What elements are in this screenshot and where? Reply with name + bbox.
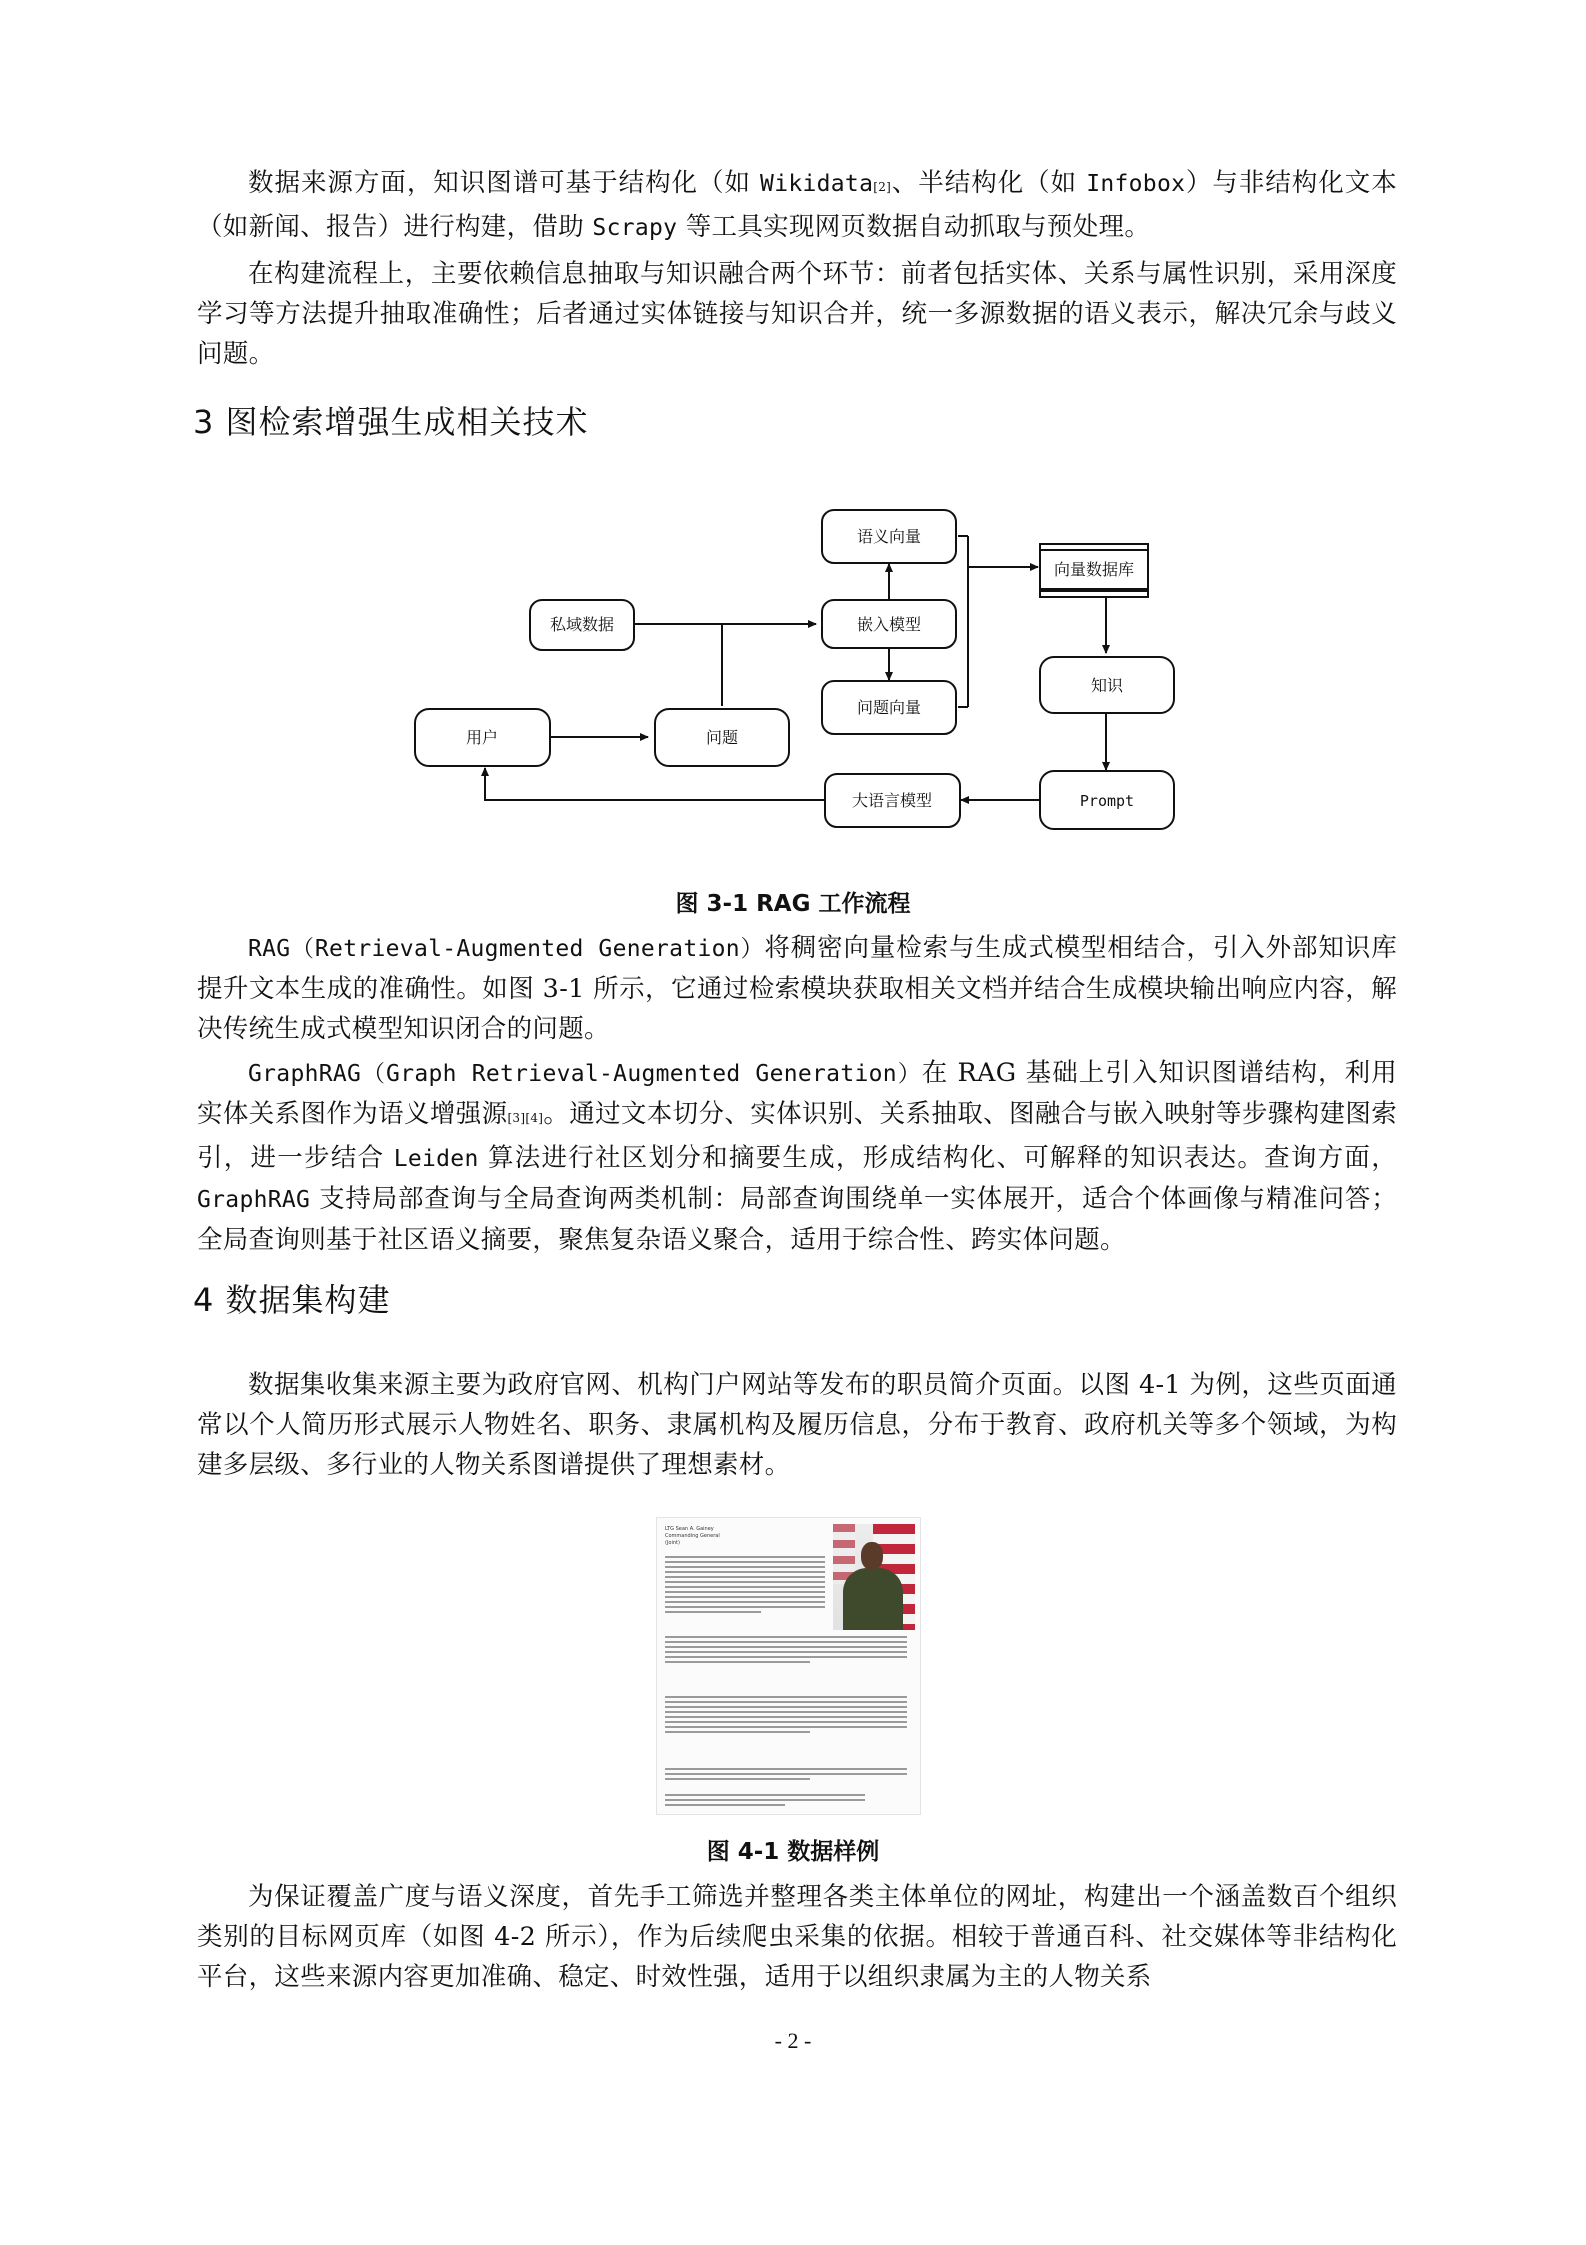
citation-ref: [3][4] — [507, 1111, 544, 1125]
label-knowledge: 知识 — [1090, 676, 1124, 695]
sample-text-line — [665, 1596, 825, 1598]
term-rag: RAG（Retrieval-Augmented Generation） — [248, 936, 765, 962]
rag-workflow-diagram — [0, 0, 1586, 900]
sample-title-line: Commanding General — [665, 1533, 720, 1539]
sample-text-line — [665, 1581, 825, 1583]
sample-unit-line: (Joint) — [665, 1540, 680, 1546]
sample-text-line — [665, 1778, 810, 1780]
paragraph-rag — [197, 928, 1397, 1049]
label-private-data: 私域数据 — [549, 615, 615, 634]
sample-text-line — [665, 1661, 810, 1663]
term-leiden: Leiden — [393, 1146, 479, 1172]
term-infobox: Infobox — [1086, 171, 1186, 197]
sample-text-line — [665, 1721, 907, 1723]
label-question: 问题 — [705, 728, 739, 747]
sample-text-line — [665, 1576, 825, 1578]
sample-text-line — [665, 1804, 785, 1806]
portrait-head — [861, 1542, 883, 1570]
label-question-vector: 问题向量 — [856, 698, 922, 717]
sample-text-line — [665, 1611, 761, 1613]
sample-text-line — [665, 1606, 825, 1608]
portrait-photo — [833, 1524, 915, 1630]
label-vector-db: 向量数据库 — [1053, 560, 1135, 579]
term-scrapy: Scrapy — [592, 215, 678, 241]
text-run: 将稠密向量检索与生成式模型相结合，引入外部知识库提升文本生成的准确性。如图 3-1 所示，它通过检索模块获取相关文档并结合生成模块输出响应内容，解决传统生成式模型知识闭合的问题。 — [197, 933, 1397, 1044]
label-user: 用户 — [465, 728, 499, 747]
sample-text-line — [665, 1701, 907, 1703]
section-heading-3: 3 图检索增强生成相关技术 — [193, 403, 589, 441]
sample-text-line — [665, 1696, 907, 1698]
sample-text-line — [665, 1591, 825, 1593]
sample-text-line — [665, 1566, 825, 1568]
sample-text-line — [665, 1656, 907, 1658]
term-graphrag: GraphRAG（Graph Retrieval-Augmented Generation） — [248, 1061, 922, 1087]
paragraph-graphrag — [197, 1053, 1397, 1260]
sample-text-line — [665, 1641, 907, 1643]
label-prompt: Prompt — [1079, 792, 1135, 810]
sample-text-line — [665, 1726, 907, 1728]
section-heading-4: 4 数据集构建 — [193, 1281, 391, 1319]
label-llm: 大语言模型 — [851, 791, 933, 810]
text-run: 数据来源方面，知识图谱可基于结构化（如 — [248, 168, 761, 198]
text-run: 算法进行社区划分和摘要生成，形成结构化、可解释的知识表达。查询方面， — [478, 1143, 1397, 1173]
page-number: - 2 - — [774, 2028, 812, 2053]
paragraph-build-process: 在构建流程上，主要依赖信息抽取与知识融合两个环节：前者包括实体、关系与属性识别，采用深度学习等方法提升抽取准确性；后者通过实体链接与知识合并，统一多源数据的语义表示，解决冗余与歧义问题。 — [197, 259, 1397, 369]
sample-text-line — [665, 1768, 907, 1770]
portrait-torso — [843, 1568, 903, 1630]
sample-text-line — [665, 1773, 907, 1775]
sample-text-line — [665, 1556, 825, 1558]
sample-text-line — [665, 1571, 825, 1573]
text-run: 支持局部查询与全局查询两类机制：局部查询围绕单一实体展开，适合个体画像与精准问答；全局查询则基于社区语义摘要，聚焦复杂语义聚合，适用于综合性、跨实体问题。 — [197, 1184, 1397, 1255]
text-run: ）与非结构化文本（如新闻、报告）进行构建，借助 — [197, 168, 1398, 242]
sample-text-line — [665, 1799, 865, 1801]
text-run: 在 RAG 基础上引入知识图谱结构，利用实体关系图作为语义增强源 — [197, 1058, 1398, 1129]
figure-4-1-caption: 图 4-1 数据样例 — [706, 1839, 880, 1865]
figure-3-1-caption: 图 3-1 RAG 工作流程 — [675, 891, 911, 917]
sample-text-line — [665, 1646, 907, 1648]
term-wikidata: Wikidata — [760, 171, 874, 197]
sample-text-line — [665, 1651, 907, 1653]
term-graphrag: GraphRAG — [197, 1187, 311, 1213]
sample-text-line — [665, 1731, 810, 1733]
sample-text-line — [665, 1706, 907, 1708]
sample-text-line — [665, 1601, 825, 1603]
text-run: 。通过文本切分、实体识别、关系抽取、图融合与嵌入映射等步骤构建图索引，进一步结合 — [197, 1099, 1397, 1173]
label-semantic-vector: 语义向量 — [856, 527, 922, 546]
citation-ref: [2] — [873, 180, 892, 194]
paragraph-url-collection: 为保证覆盖广度与语义深度，首先手工筛选并整理各类主体单位的网址，构建出一个涵盖数百个组织类别的目标网页库（如图 4-2 所示），作为后续爬虫采集的依据。相较于普通百科、社交媒体等非结构化平台，这些来源内容更加准确、稳定、时效性强，适用于以组织隶属为主的人物关系 — [197, 1882, 1397, 1992]
paragraph-dataset-source: 数据集收集来源主要为政府官网、机构门户网站等发布的职员简介页面。以图 4-1 为例，这些页面通常以个人简历形式展示人物姓名、职务、隶属机构及履历信息，分布于教育、政府机关等多个领域，为构建多层级、多行业的人物关系图谱提供了理想素材。 — [197, 1370, 1397, 1480]
sample-text-line — [665, 1636, 907, 1638]
sample-text-line — [665, 1716, 907, 1718]
sample-text-line — [665, 1586, 825, 1588]
sample-text-line — [665, 1561, 825, 1563]
label-embedding-model: 嵌入模型 — [856, 615, 922, 634]
sample-text-line — [665, 1794, 865, 1796]
sample-text-line — [665, 1711, 907, 1713]
sample-name-line: LTG Sean A. Gainey — [665, 1526, 714, 1532]
text-run: 等工具实现网页数据自动抓取与预处理。 — [677, 212, 1151, 242]
data-sample-image — [656, 1517, 921, 1815]
text-run: 、半结构化（如 — [891, 168, 1087, 198]
sample-header — [665, 1526, 720, 1547]
